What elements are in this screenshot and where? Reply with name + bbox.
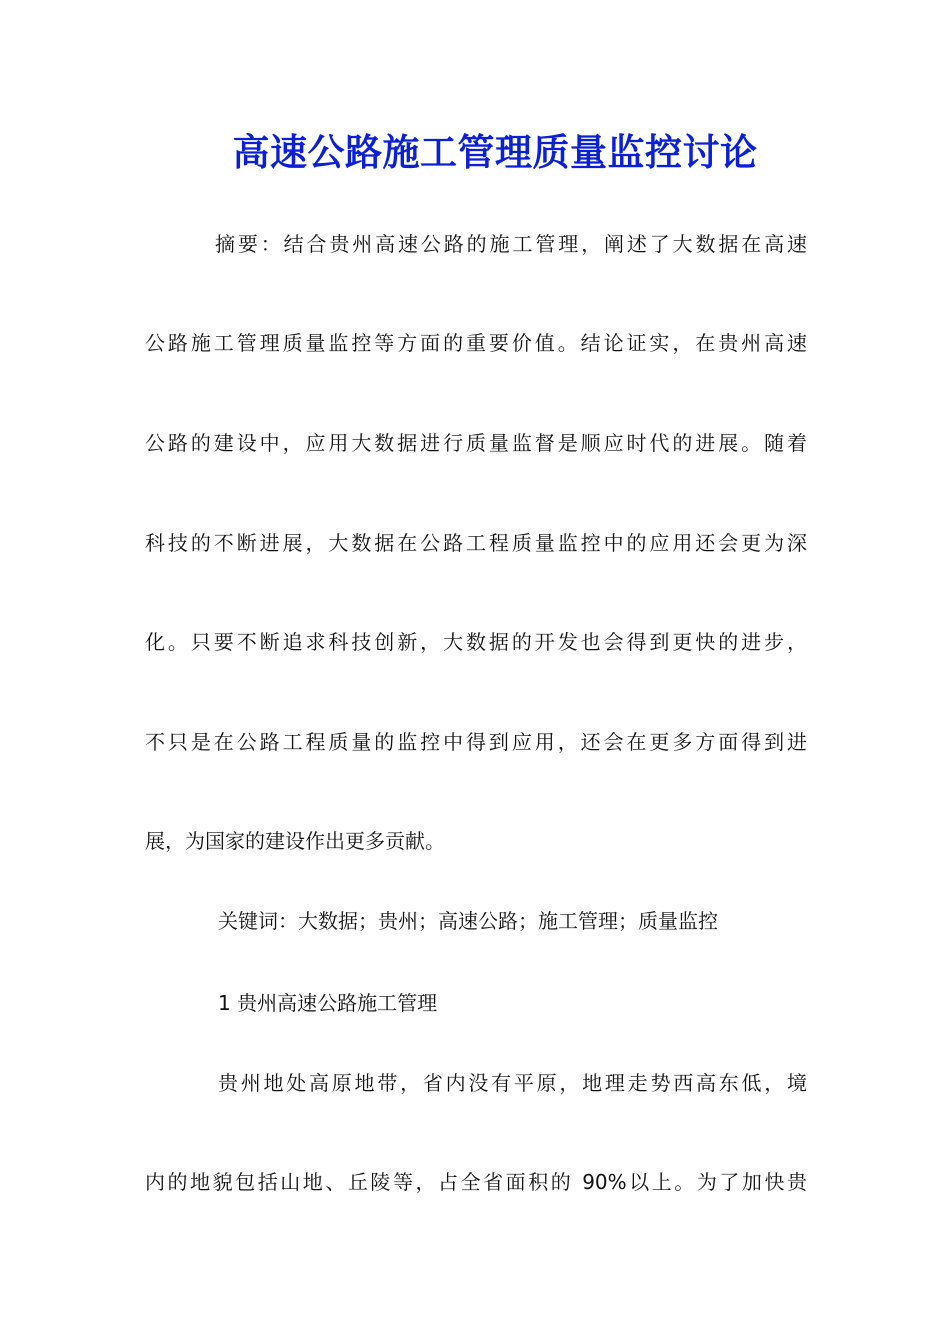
abstract-line-2: 公路施工管理质量监控等方面的重要价值。结论证实，在贵州高速 [145, 331, 807, 355]
abstract-line-3: 公路的建设中，应用大数据进行质量监督是顺应时代的进展。随着 [145, 431, 807, 455]
body-line-2: 内的地貌包括山地、丘陵等，占全省面积的 90%以上。为了加快贵 [145, 1170, 807, 1194]
page-title: 高速公路施工管理质量监控讨论 [232, 130, 758, 174]
abstract-line-4: 科技的不断进展，大数据在公路工程质量监控中的应用还会更为深 [145, 531, 807, 555]
abstract-line-5: 化。只要不断追求科技创新，大数据的开发也会得到更快的进步， [145, 630, 807, 654]
abstract-line-7: 展，为国家的建设作出更多贡献。 [145, 829, 445, 853]
section-heading: 1 贵州高速公路施工管理 [218, 991, 438, 1015]
abstract-line-6: 不只是在公路工程质量的监控中得到应用，还会在更多方面得到进 [145, 730, 807, 754]
keywords: 关键词：大数据；贵州；高速公路；施工管理；质量监控 [218, 909, 718, 933]
abstract-line-1: 摘要：结合贵州高速公路的施工管理，阐述了大数据在高速 [215, 232, 807, 256]
body-line-1: 贵州地处高原地带，省内没有平原，地理走势西高东低，境 [218, 1071, 807, 1095]
